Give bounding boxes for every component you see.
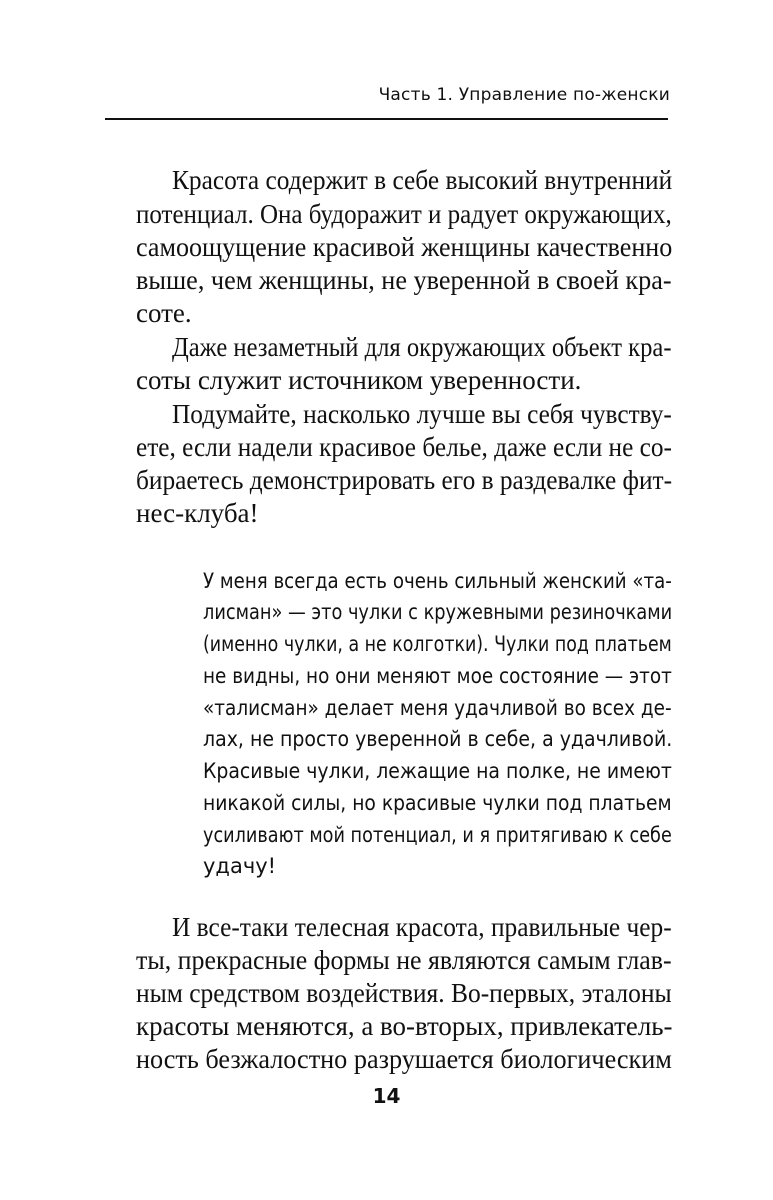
body-text-line: соты служит источником уверенности. [136,365,582,395]
body-text-line: бираетесь демонстрировать его в раздевалке фит- [136,465,673,495]
running-header: Часть 1. Управление по-женски [378,85,670,105]
quote-text-line: не видны, но они меняют мое состояние — этот [203,664,672,688]
body-text-line: самоощущение красивой женщины качественно [136,232,673,262]
quote-text-line: усиливают мой потенциал, и я притягиваю к себе [203,823,672,847]
quote-text-line: Красивые чулки, лежащие на полке, не имеют [203,759,672,783]
body-text-line: нес-клуба! [136,498,259,528]
body-text-line: ным средством воздействия. Во-первых, эталоны [136,978,672,1008]
body-text-line: ты, прекрасные формы не являются самым глав- [136,945,672,975]
quote-text-line: лисман» — это чулки с кружевными резиночками [203,600,673,624]
quote-text-line: (именно чулки, а не колготки). Чулки под платьем [203,632,672,656]
body-text-line: ете, если надели красивое белье, даже если не со- [136,432,672,462]
quote-text-line: «талисман» делает меня удачливой во всех де- [203,696,672,720]
header-divider [105,118,668,120]
body-text-line: красоты меняются, а во-вторых, привлекатель- [136,1011,673,1041]
page-number: 14 [372,1084,401,1108]
body-text-line: Подумайте, насколько лучше вы себя чувству- [172,399,672,429]
body-text-line: Красота содержит в себе высокий внутренний [172,165,673,195]
body-text-line: И все-таки телесная красота, правильные чер- [172,912,672,942]
body-text-line: выше, чем женщины, не уверенной в своей кра- [136,265,672,295]
quote-text-line: удачу! [203,854,277,878]
body-text-line: потенциал. Она будоражит и радует окружающих, [136,199,672,229]
body-text-line: соте. [136,298,192,328]
body-text-line: Даже незаметный для окружающих объект кра- [172,332,672,362]
quote-text-line: лах, не просто уверенной в себе, а удачливой. [203,727,673,751]
body-text-line: ность безжалостно разрушается биологическим [136,1044,672,1074]
quote-text-line: У меня всегда есть очень сильный женский «та- [203,569,672,593]
quote-text-line: никакой силы, но красивые чулки под платьем [203,791,672,815]
